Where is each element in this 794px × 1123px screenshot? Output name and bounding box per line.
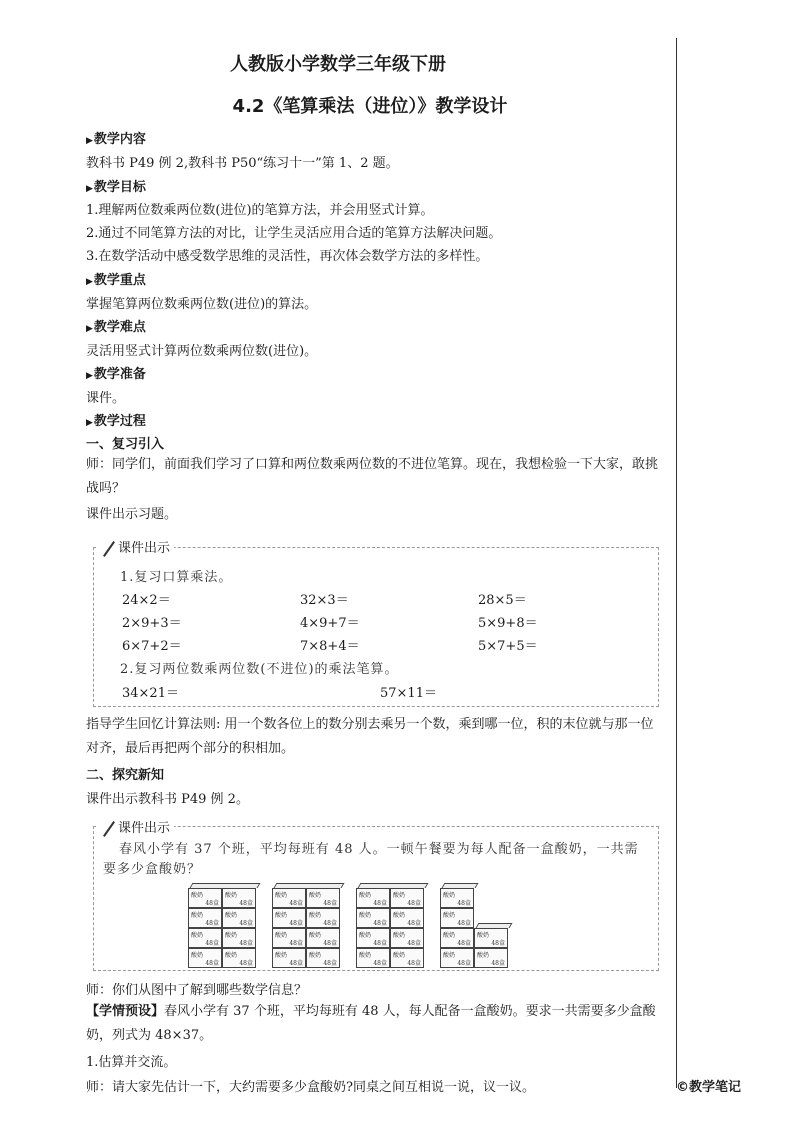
yogurt-crate xyxy=(306,948,340,968)
crate-count: 48盒 xyxy=(205,900,219,907)
crate-label: 酸奶 xyxy=(443,932,456,939)
yogurt-crate xyxy=(390,888,424,908)
crate-label: 酸奶 xyxy=(309,892,322,899)
part2-heading: 二、探究新知 xyxy=(86,768,165,783)
yogurt-crate xyxy=(272,908,306,928)
equation: 5×9+8＝ xyxy=(478,616,538,631)
prep-text: 课件。 xyxy=(86,391,126,406)
margin-rule xyxy=(676,38,677,1088)
crate-count: 48盒 xyxy=(373,960,387,967)
crate-label: 酸奶 xyxy=(393,912,406,919)
equation: 57×11＝ xyxy=(380,686,437,701)
crate-count: 48盒 xyxy=(457,900,471,907)
review-question: 1.复习口算乘法。 xyxy=(120,570,233,585)
crate-count: 48盒 xyxy=(457,940,471,947)
crate-count: 48盒 xyxy=(205,960,219,967)
crate-count: 48盒 xyxy=(289,900,303,907)
yogurt-crate xyxy=(440,928,474,948)
paragraph: 【学情预设】春风小学有 37 个班，平均每班有 48 人，每人配备一盒酸奶。要求一共需要多少盒酸奶，列式为 48×37。 xyxy=(86,1004,656,1043)
crate-label: 酸奶 xyxy=(477,932,490,939)
section-heading-process: ▶教学过程 xyxy=(86,414,146,429)
goal-item: 3.在数学活动中感受数学思维的灵活性，再次体会数学方法的多样性。 xyxy=(86,249,489,264)
yogurt-crate xyxy=(474,928,508,948)
courseware-tag: 课件出示 xyxy=(98,817,174,836)
page-title: 人教版小学数学三年级下册 xyxy=(230,54,446,75)
goal-item: 1.理解两位数乘两位数(进位)的笔算方法，并会用竖式计算。 xyxy=(86,203,434,218)
equation: 4×9+7＝ xyxy=(300,616,360,631)
equation: 5×7+5＝ xyxy=(478,639,538,654)
key-text: 掌握笔算两位数乘两位数(进位)的算法。 xyxy=(86,297,318,312)
slash-icon xyxy=(102,542,116,556)
slash-icon xyxy=(102,822,116,836)
crate-label: 酸奶 xyxy=(191,912,204,919)
crate-label: 酸奶 xyxy=(359,892,372,899)
equation: 7×8+4＝ xyxy=(300,639,360,654)
paragraph: 师：你们从图中了解到哪些数学信息？ xyxy=(86,983,308,998)
equation: 28×5＝ xyxy=(478,593,527,608)
crate-label: 酸奶 xyxy=(359,932,372,939)
content-text: 教科书 P49 例 2,教科书 P50“练习十一”第 1、2 题。 xyxy=(86,156,399,171)
yogurt-crate xyxy=(306,908,340,928)
goal-item: 2.通过不同笔算方法的对比，让学生灵活应用合适的笔算方法解决问题。 xyxy=(86,226,502,241)
crate-count: 48盒 xyxy=(239,900,253,907)
crate-count: 48盒 xyxy=(239,940,253,947)
crate-count: 48盒 xyxy=(457,920,471,927)
crate-top xyxy=(274,883,345,888)
section-heading-key: ▶教学重点 xyxy=(86,273,146,288)
crate-label: 酸奶 xyxy=(275,892,288,899)
crate-label: 酸奶 xyxy=(191,932,204,939)
crate-count: 48盒 xyxy=(373,920,387,927)
crate-label: 酸奶 xyxy=(191,892,204,899)
review-question: 2.复习两位数乘两位数(不进位)的乘法笔算。 xyxy=(120,662,399,677)
crate-count: 48盒 xyxy=(407,940,421,947)
crate-count: 48盒 xyxy=(491,960,505,967)
yogurt-crate xyxy=(222,888,256,908)
crate-label: 酸奶 xyxy=(225,952,238,959)
crate-count: 48盒 xyxy=(491,940,505,947)
yogurt-crate xyxy=(474,948,508,968)
watermark: ©教学笔记 xyxy=(676,1080,742,1095)
problem-text: 春风小学有 37 个班，平均每班有 48 人。一顿午餐要为每人配备一盒酸奶，一共需要多少盒酸奶？ xyxy=(103,842,639,877)
yogurt-crate xyxy=(222,948,256,968)
yogurt-crate xyxy=(188,888,222,908)
paragraph: 指导学生回忆计算法则: 用一个数各位上的数分别去乘另一个数，乘到哪一位，积的末位就与那一位对齐，最后再把两个部分的积相加。 xyxy=(86,717,654,756)
yogurt-crate xyxy=(188,908,222,928)
crate-label: 酸奶 xyxy=(275,952,288,959)
equation: 34×21＝ xyxy=(122,686,179,701)
triangle-bullet-icon: ▶ xyxy=(86,277,93,287)
yogurt-crate xyxy=(390,948,424,968)
crate-count: 48盒 xyxy=(323,900,337,907)
yogurt-crate xyxy=(356,948,390,968)
crate-count: 48盒 xyxy=(205,920,219,927)
crate-label: 酸奶 xyxy=(191,952,204,959)
equation: 32×3＝ xyxy=(300,593,349,608)
equation: 24×2＝ xyxy=(122,593,171,608)
page-subtitle: 4.2《笔算乘法（进位）》教学设计 xyxy=(232,96,508,117)
yogurt-crate xyxy=(356,908,390,928)
crate-count: 48盒 xyxy=(323,960,337,967)
crate-label: 酸奶 xyxy=(393,932,406,939)
crate-label: 酸奶 xyxy=(393,952,406,959)
yogurt-crate xyxy=(440,908,474,928)
crate-top xyxy=(190,883,261,888)
crate-label: 酸奶 xyxy=(359,952,372,959)
yogurt-crate xyxy=(272,948,306,968)
crate-count: 48盒 xyxy=(457,960,471,967)
crate-count: 48盒 xyxy=(373,900,387,907)
crate-count: 48盒 xyxy=(289,940,303,947)
crate-top xyxy=(476,923,513,928)
crate-label: 酸奶 xyxy=(477,952,490,959)
crate-label: 酸奶 xyxy=(225,932,238,939)
yogurt-crate xyxy=(306,928,340,948)
crate-label: 酸奶 xyxy=(225,912,238,919)
crate-label: 酸奶 xyxy=(275,932,288,939)
crate-count: 48盒 xyxy=(407,960,421,967)
crate-label: 酸奶 xyxy=(443,912,456,919)
yogurt-crate xyxy=(306,888,340,908)
triangle-bullet-icon: ▶ xyxy=(86,136,93,146)
yogurt-crate xyxy=(440,948,474,968)
difficulty-text: 灵活用竖式计算两位数乘两位数(进位)。 xyxy=(86,344,318,359)
crate-top xyxy=(442,883,479,888)
yogurt-crate xyxy=(222,908,256,928)
section-heading-difficulty: ▶教学难点 xyxy=(86,320,146,335)
yogurt-crate xyxy=(222,928,256,948)
triangle-bullet-icon: ▶ xyxy=(86,184,93,194)
equation: 2×9+3＝ xyxy=(122,616,182,631)
yogurt-crate xyxy=(440,888,474,908)
triangle-bullet-icon: ▶ xyxy=(86,371,93,381)
crate-label: 酸奶 xyxy=(309,952,322,959)
crate-count: 48盒 xyxy=(323,920,337,927)
crate-count: 48盒 xyxy=(289,920,303,927)
crate-count: 48盒 xyxy=(323,940,337,947)
yogurt-crate xyxy=(188,948,222,968)
yogurt-crate xyxy=(390,908,424,928)
part1-heading: 一、复习引入 xyxy=(86,437,165,452)
crate-count: 48盒 xyxy=(289,960,303,967)
crate-count: 48盒 xyxy=(239,920,253,927)
crate-label: 酸奶 xyxy=(225,892,238,899)
yogurt-crate xyxy=(272,928,306,948)
crate-label: 酸奶 xyxy=(275,912,288,919)
crate-label: 酸奶 xyxy=(309,932,322,939)
section-heading-prep: ▶教学准备 xyxy=(86,367,146,382)
crate-count: 48盒 xyxy=(205,940,219,947)
yogurt-crate xyxy=(188,928,222,948)
crate-count: 48盒 xyxy=(373,940,387,947)
paragraph: 师：请大家先估计一下，大约需要多少盒酸奶?同桌之间互相说一说，议一议。 xyxy=(86,1080,535,1095)
courseware-tag: 课件出示 xyxy=(98,537,174,556)
crate-label: 酸奶 xyxy=(443,952,456,959)
crate-label: 酸奶 xyxy=(359,912,372,919)
crate-top xyxy=(358,883,429,888)
crate-count: 48盒 xyxy=(407,900,421,907)
equation: 6×7+2＝ xyxy=(122,639,182,654)
triangle-bullet-icon: ▶ xyxy=(86,418,93,428)
yogurt-crate xyxy=(356,888,390,908)
section-heading-content: ▶教学内容 xyxy=(86,132,146,147)
yogurt-crate xyxy=(356,928,390,948)
paragraph: 课件出示习题。 xyxy=(86,507,178,522)
triangle-bullet-icon: ▶ xyxy=(86,324,93,334)
crate-label: 酸奶 xyxy=(443,892,456,899)
crate-label: 酸奶 xyxy=(309,912,322,919)
paragraph: 1.估算并交流。 xyxy=(86,1055,177,1070)
paragraph: 师：同学们，前面我们学习了口算和两位数乘两位数的不进位笔算。现在，我想检验一下大家，敢挑战吗？ xyxy=(86,457,659,496)
paragraph: 课件出示教科书 P49 例 2。 xyxy=(86,792,249,807)
crate-label: 酸奶 xyxy=(393,892,406,899)
crate-count: 48盒 xyxy=(239,960,253,967)
yogurt-crate xyxy=(272,888,306,908)
section-heading-goals: ▶教学目标 xyxy=(86,180,146,195)
crate-count: 48盒 xyxy=(407,920,421,927)
yogurt-crate xyxy=(390,928,424,948)
